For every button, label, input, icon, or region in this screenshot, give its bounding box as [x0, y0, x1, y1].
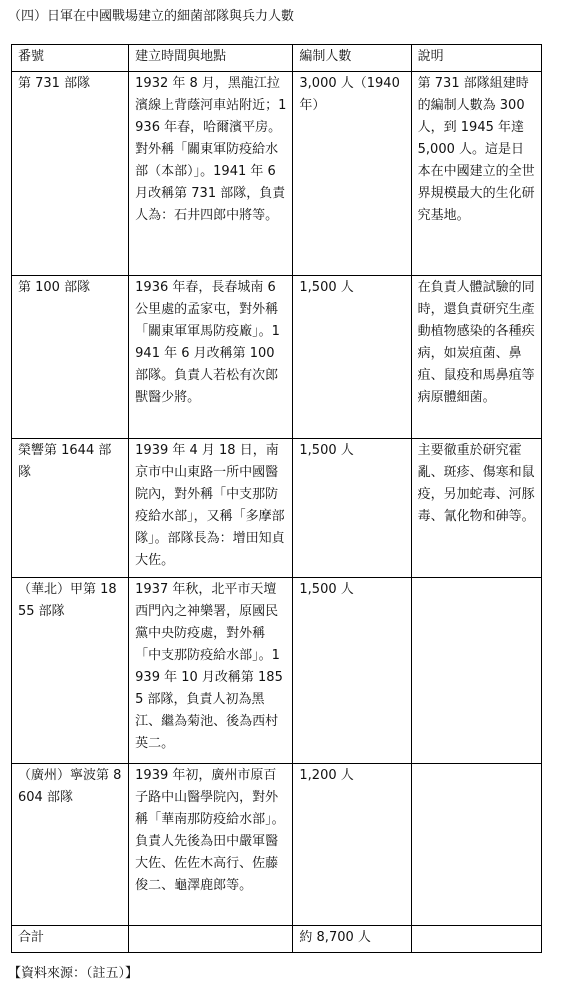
table-row	[12, 439, 542, 578]
header-unit: 番號	[12, 45, 129, 72]
total-personnel-cell: 約 8,700 人	[293, 926, 411, 953]
founding-cell: 1937 年秋，北平市天壇西門內之神樂署，原國民黨中央防疫處，對外稱「中支那防疫給水部」。1939 年 10 月改稱第 1855 部隊，負責人初為黑江、繼為菊池、後為西村英二。	[129, 578, 293, 764]
unit-cell: 榮響第 1644 部隊	[12, 439, 129, 578]
unit-cell: （廣州）寧波第 8604 部隊	[12, 764, 129, 926]
table-total-row	[12, 926, 542, 953]
personnel-cell: 1,500 人	[293, 578, 411, 764]
table-row	[12, 764, 542, 926]
table-row	[12, 578, 542, 764]
personnel-cell: 1,500 人	[293, 276, 411, 439]
bacteria-units-table	[11, 44, 542, 953]
unit-cell: 第 731 部隊	[12, 72, 129, 276]
personnel-cell: 1,500 人	[293, 439, 411, 578]
source-note: 【資料來源：（註五）】	[8, 966, 139, 981]
note-cell	[411, 764, 541, 926]
personnel-cell: 1,200 人	[293, 764, 411, 926]
note-cell: 在負責人體試驗的同時，還負責研究生產動植物感染的各種疾病，如炭疽菌、鼻疽、鼠疫和馬鼻疽等病原體細菌。	[411, 276, 541, 439]
total-label-cell: 合計	[12, 926, 129, 953]
header-founding: 建立時間與地點	[129, 45, 293, 72]
note-cell: 第 731 部隊組建時的編制人數為 300 人，到 1945 年達 5,000 人。這是日本在中國建立的全世界規模最大的生化研究基地。	[411, 72, 541, 276]
table-row	[12, 276, 542, 439]
note-cell	[411, 578, 541, 764]
total-founding-cell	[129, 926, 293, 953]
header-note: 說明	[411, 45, 541, 72]
founding-cell: 1939 年初，廣州市原百子路中山醫學院內，對外稱「華南那防疫給水部」。負責人先後為田中嚴軍醫大佐、佐佐木高行、佐藤俊二、龜澤鹿郎等。	[129, 764, 293, 926]
founding-cell: 1936 年春，長春城南 6 公里處的孟家屯，對外稱「關東軍軍馬防疫廠」。1941 年 6 月改稱第 100 部隊。負責人若松有次郎獸醫少將。	[129, 276, 293, 439]
total-note-cell	[411, 926, 541, 953]
section-title: （四）日軍在中國戰場建立的細菌部隊與兵力人數	[8, 9, 295, 24]
personnel-cell: 3,000 人（1940 年）	[293, 72, 411, 276]
note-cell: 主要徹重於研究霍亂、斑疹、傷寒和鼠疫，另加蛇毒、河豚毒、氰化物和砷等。	[411, 439, 541, 578]
header-personnel: 編制人數	[293, 45, 411, 72]
founding-cell: 1932 年 8 月，黑龍江拉濱線上背蔭河車站附近；1936 年春，哈爾濱平房。對外稱「關東軍防疫給水部（本部）」。1941 年 6 月改稱第 731 部隊，負責人為：石井四郎中將等。	[129, 72, 293, 276]
table-row	[12, 72, 542, 276]
founding-cell: 1939 年 4 月 18 日，南京市中山東路一所中國醫院內，對外稱「中支那防疫給水部」，又稱「多摩部隊」。部隊長為：增田知貞大佐。	[129, 439, 293, 578]
unit-cell: （華北）甲第 1855 部隊	[12, 578, 129, 764]
unit-cell: 第 100 部隊	[12, 276, 129, 439]
table-header-row	[12, 45, 542, 72]
